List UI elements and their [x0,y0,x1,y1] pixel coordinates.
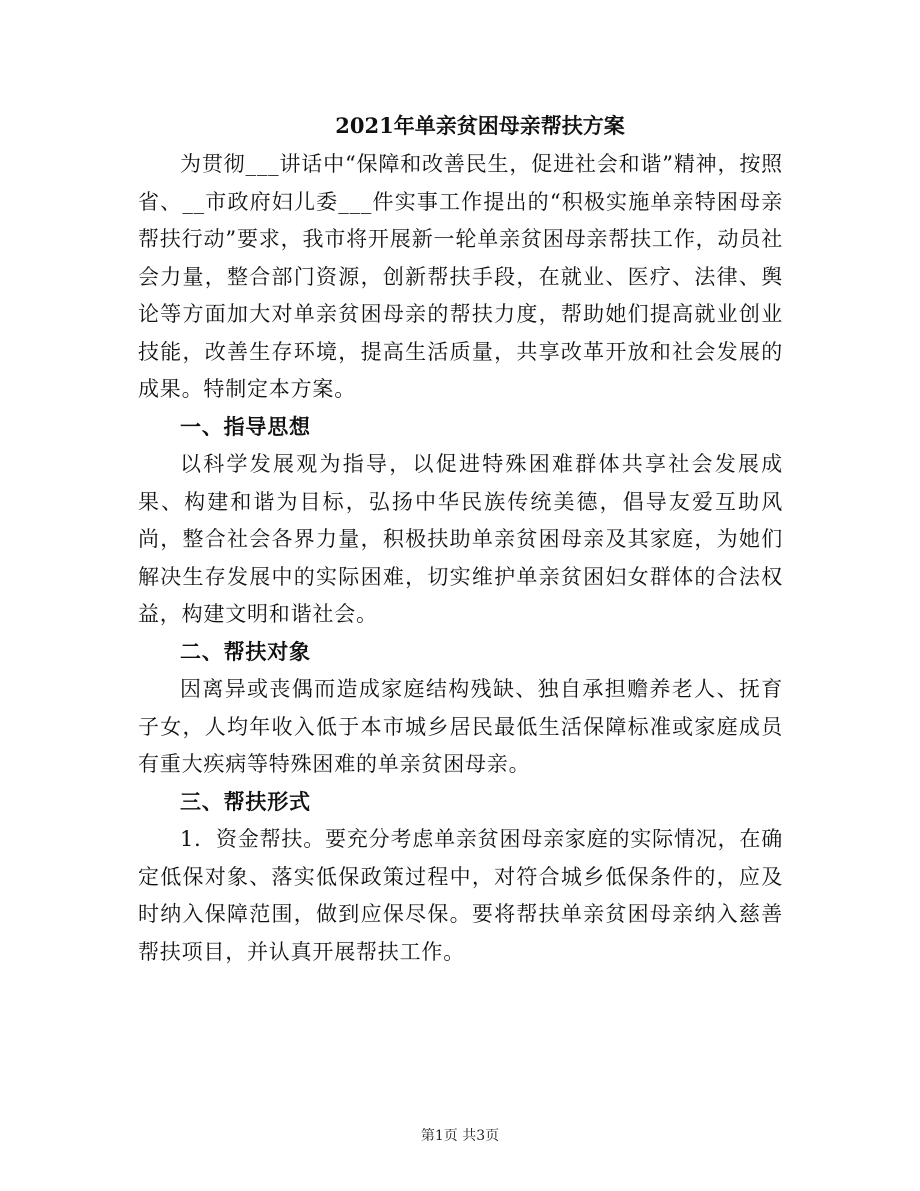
page-number: 第1页 共3页 [420,1128,500,1144]
document-title: 2021年单亲贫困母亲帮扶方案 [335,113,625,138]
document-body [138,146,783,971]
section-heading-assistance-forms: 三、帮扶形式 [180,789,311,814]
section-paragraph-financial-assistance: 1．资金帮扶。要充分考虑单亲贫困母亲家庭的实际情况，在确定低保对象、落实低保政策过程中，对符合城乡低保条件的，应及时纳入保障范围，做到应保尽保。要将帮扶单亲贫困母亲纳入慈善帮扶项目，并认真开展帮扶工作。 [138,827,783,964]
section-heading-target-group: 二、帮扶对象 [180,639,311,664]
section-paragraph-target-group: 因离异或丧偶而造成家庭结构残缺、独自承担赡养老人、抚育子女，人均年收入低于本市城乡居民最低生活保障标准或家庭成员有重大疾病等特殊困难的单亲贫困母亲。 [138,677,783,776]
section-paragraph-guiding-ideology: 以科学发展观为指导，以促进特殊困难群体共享社会发展成果、构建和谐为目标，弘扬中华民族传统美德，倡导友爱互助风尚，整合社会各界力量，积极扶助单亲贫困母亲及其家庭，为她们解决生存发展中的实际困难，切实维护单亲贫困妇女群体的合法权益，构建文明和谐社会。 [138,452,783,626]
intro-paragraph: 为贯彻___讲话中“保障和改善民生，促进社会和谐”精神，按照省、__市政府妇儿委___件实事工作提出的“积极实施单亲特困母亲帮扶行动”要求，我市将开展新一轮单亲贫困母亲帮扶工作，动员社会力量，整合部门资源，创新帮扶手段，在就业、医疗、法律、舆论等方面加大对单亲贫困母亲的帮扶力度，帮助她们提高就业创业技能，改善生存环境，提高生活质量，共享改革开放和社会发展的成果。特制定本方案。 [138,152,783,401]
section-heading-guiding-ideology: 一、指导思想 [180,414,311,439]
